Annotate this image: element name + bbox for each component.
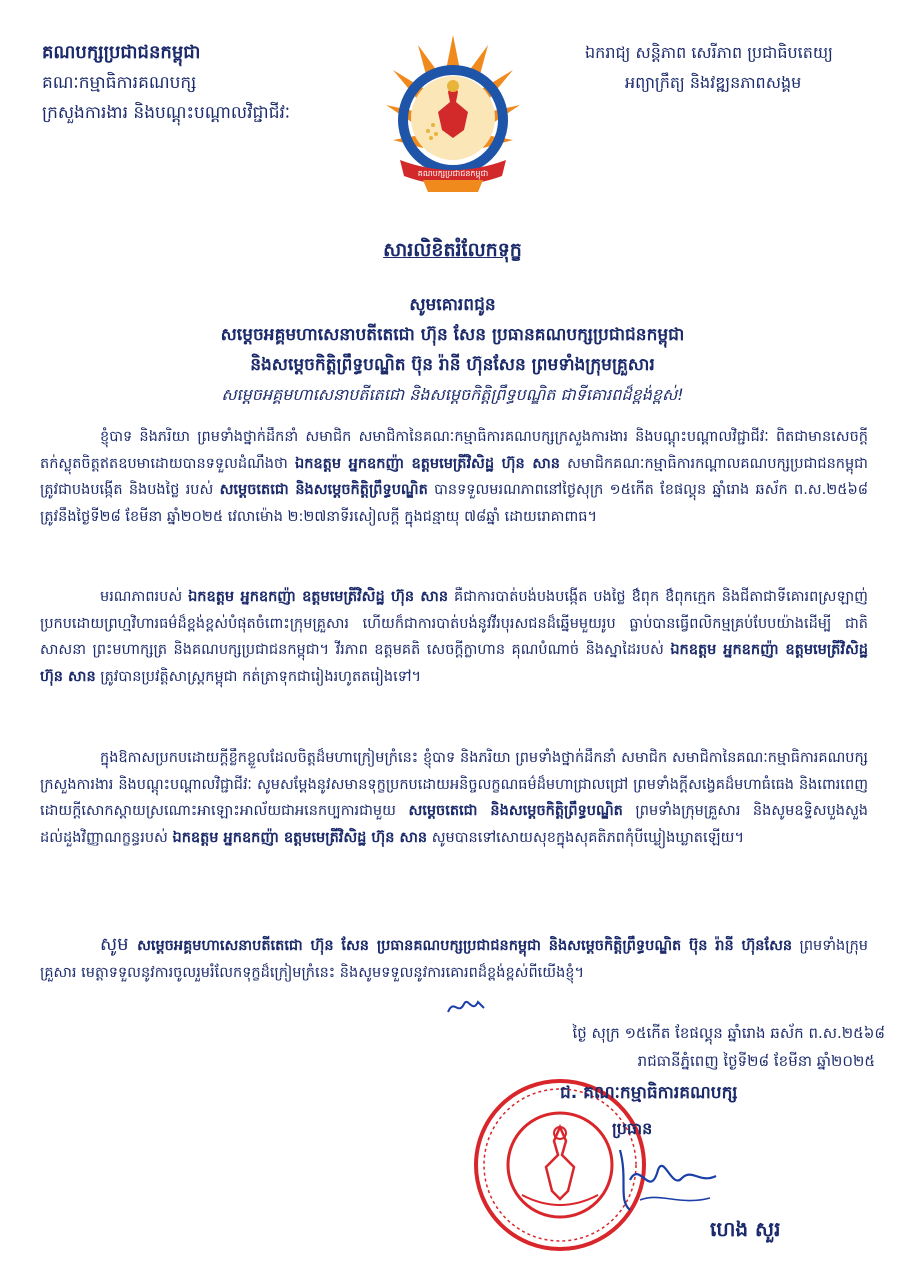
- p3-text-c: ព្រមទាំងក្រុមគ្រួសារ និងសូមឧទ្ទិសបួងសួងដល់ដួងវិញ្ញាណក្ខន្ធរបស់: [40, 803, 868, 846]
- lunar-date: ថ្ងៃ សុក្រ ១៥កើត ខែផល្គុន ឆ្នាំរោង ឆស័ក ព.ស.២៥៦៨: [572, 1024, 885, 1042]
- header-right: [585, 38, 885, 98]
- document-title: សារលិខិតរំលែកទុក្ខ: [383, 239, 522, 261]
- addressee-block: [40, 290, 865, 380]
- signatory-name: ហេង សួរ: [710, 1217, 781, 1241]
- paragraph-1: [40, 424, 868, 530]
- paragraph-4: [40, 932, 868, 986]
- p3-text-e: សូមបានទៅសោយសុខក្នុងសុគតិភពកុំបីឃ្លៀងឃ្លាតឡើយ។: [427, 829, 745, 846]
- p3-bold-d: ឯកឧត្តម អ្នកឧកញ៉ា ឧត្តមមេត្រីវិសិដ្ឋ ហ៊ុន សាន: [172, 829, 428, 846]
- paragraph-2: [40, 584, 868, 690]
- party-logo: [378, 30, 528, 200]
- signatory-role: ប្រធាន: [612, 1119, 653, 1138]
- p2-text-c: គឺជាការបាត់បង់បងបង្កើត បងថ្លៃ ឳពុក ឳពុកក្មេក និងជីតាជាទីគោរពស្រឡាញ់ ប្រកបដោយព្រហ្មវិហារធម៌ដ៏ខ្ពង់ខ្ពស់បំផុតចំពោះក្រុមគ្រួសារ ហើយក៏ជាការបាត់បង់នូវវីរបុរសជនដ៏ឆ្នើមមួយរូប ធ្លាប់បានធ្វើពលិកម្មគ្រប់បែបយ៉ាងដើម្បី ជាតិ សាសនា ព្រះមហាក្សត្រ និងគណបក្សប្រជាជនកម្ពុជា។ វីរភាព ឧត្តមគតិ សេចក្តីក្លាហាន គុណបំណាច់ និងស្នាដៃរបស់: [40, 589, 868, 658]
- p1-text-c: សមាជិកគណៈកម្មាធិការកណ្តាលគណបក្សប្រជាជនកម្ពុជា ត្រូវជាបងបង្កើត និងបងថ្លៃ របស់: [40, 455, 868, 498]
- p3-bold-b: សម្ដេចតេជោ និងសម្ដេចកិត្តិព្រឹទ្ធបណ្ឌិត: [408, 803, 623, 819]
- handwritten-initial-icon: [446, 994, 486, 1018]
- p2-bold-b: ឯកឧត្តម អ្នកឧកញ៉ា ឧត្តមមេត្រីវិសិដ្ឋ ហ៊ុន សាន: [188, 589, 449, 605]
- party-name: គណបក្សប្រជាជនកម្ពុជា: [42, 42, 201, 63]
- paragraph-3: [40, 745, 868, 851]
- solar-date: រាជធានីភ្នំពេញ ថ្ងៃទី២៨ ខែមីនា ឆ្នាំ២០២៥: [637, 1052, 875, 1070]
- national-motto-1: ឯករាជ្យ សន្តិភាព សេរីភាព ប្រជាធិបតេយ្យ: [585, 43, 833, 62]
- p4-bold-b: សម្ដេចអគ្គមហាសេនាបតីតេជោ ហ៊ុន សែន ប្រធានគណបក្សប្រជាជនកម្ពុជា និងសម្ដេចកិត្តិព្រឹទ្ធបណ្ឌិត ប៊ុន រ៉ានី ហ៊ុនសែន: [137, 938, 793, 954]
- signatory-organization: ជ. គណៈកម្មាធិការគណបក្ស: [560, 1083, 738, 1103]
- signature-icon: [600, 1140, 720, 1220]
- p1-text-a: ខ្ញុំបាទ និងភរិយា ព្រមទាំងថ្នាក់ដឹកនាំ សមាជិក សមាជិកានៃគណៈកម្មាធិការគណបក្សក្រសួងការងារ និងបណ្តុះបណ្តាលវិជ្ជាជីវៈ ពិតជាមានសេចក្តីតក់ស្លុតចិត្តឥតឧបមាដោយបានទទួលដំណឹងថា: [40, 429, 868, 472]
- p1-bold-d: សម្ដេចតេជោ និងសម្ដេចកិត្តិព្រឹទ្ធបណ្ឌិត: [219, 482, 428, 498]
- committee-name: គណៈកម្មាធិការគណបក្ស: [42, 73, 197, 93]
- ministry-name: ក្រសួងការងារ និងបណ្តុះបណ្តាលវិជ្ជាជីវៈ: [42, 103, 291, 123]
- p4-text-a: សូម: [100, 934, 138, 955]
- p1-bold-b: ឯកឧត្តម អ្នកឧកញ៉ា ឧត្តមមេត្រីវិសិដ្ឋ ហ៊ុន សាន: [295, 455, 560, 472]
- addressee-line-3: និងសម្ដេចកិត្តិព្រឹទ្ធបណ្ឌិត ប៊ុន រ៉ានី ហ៊ុនសែន ព្រមទាំងក្រុមគ្រួសារ: [250, 355, 655, 375]
- p2-text-a: មរណភាពរបស់: [100, 589, 189, 605]
- salutation: សម្ដេចអគ្គមហាសេនាបតីតេជោ និងសម្ដេចកិត្តិព្រឹទ្ធបណ្ឌិត ជាទីគោរពដ៏ខ្ពង់ខ្ពស់!: [221, 385, 684, 404]
- p2-bold-d: ឯកឧត្តម អ្នកឧកញ៉ា ឧត្តមមេត្រីវិសិដ្ឋ ហ៊ុន សាន: [40, 642, 868, 685]
- p2-text-e: ត្រូវបានប្រវត្តិសាស្ត្រកម្ពុជា កត់ត្រាទុកជារៀងរហូតតរៀងទៅ។: [95, 668, 422, 685]
- header-left: [42, 38, 342, 128]
- p3-text-a: ក្នុងឱកាសប្រកបដោយក្តីខ្លឹកខ្លួលដែលចិត្តដ៏មហាក្រៀមក្រំនេះ ខ្ញុំបាទ និងភរិយា ព្រមទាំងថ្នាក់ដឹកនាំ សមាជិក សមាជិកានៃគណៈកម្មាធិការគណបក្សក្រសួងការងារ និងបណ្តុះបណ្តាលវិជ្ជាជីវៈ សូមសម្តែងនូវសមានទុក្ខប្រកបដោយអនិច្ចលក្ខណធម៌ដ៏មហាជ្រាលជ្រៅ ព្រមទាំងក្តីសង្វេគដ៏មហាធំធេង និងពោរពេញដោយក្តីសោកស្តាយស្រណោះអាឡោះអាល័យជាអនេកប្បការជាមួយ: [40, 750, 868, 819]
- p1-text-e: បានទទួលមរណភាពនៅថ្ងៃសុក្រ ១៥កើត ខែផល្គុន ឆ្នាំរោង ឆស័ក ព.ស.២៥៦៨ ត្រូវនឹងថ្ងៃទី២៨ ខែមីនា ឆ្នាំ២០២៥ វេលាម៉ោង ២:២៧នាទីរសៀលក្តី ក្នុងជន្មាយុ ៧៨ឆ្នាំ ដោយរោគាពាធ។: [40, 482, 868, 525]
- p4-text-c: ព្រមទាំងក្រុមគ្រួសារ មេត្តាទទួលនូវការចូលរួមរំលែកទុក្ខដ៏ក្រៀមក្រំនេះ និងសូមទទួលនូវការគោរពដ៏ខ្ពង់ខ្ពស់ពីយើងខ្ញុំ។: [40, 938, 868, 981]
- logo-banner-text: គណបក្សប្រជាជនកម្ពុជា: [417, 169, 489, 178]
- addressee-line-2: សម្ដេចអគ្គមហាសេនាបតីតេជោ ហ៊ុន សែន ប្រធានគណបក្សប្រជាជនកម្ពុជា: [220, 325, 685, 345]
- national-motto-2: អព្យាក្រឹត្យ និងវឌ្ឍនភាពសង្គម: [625, 73, 802, 92]
- addressee-line-1: សូមគោរពជូន: [409, 295, 496, 315]
